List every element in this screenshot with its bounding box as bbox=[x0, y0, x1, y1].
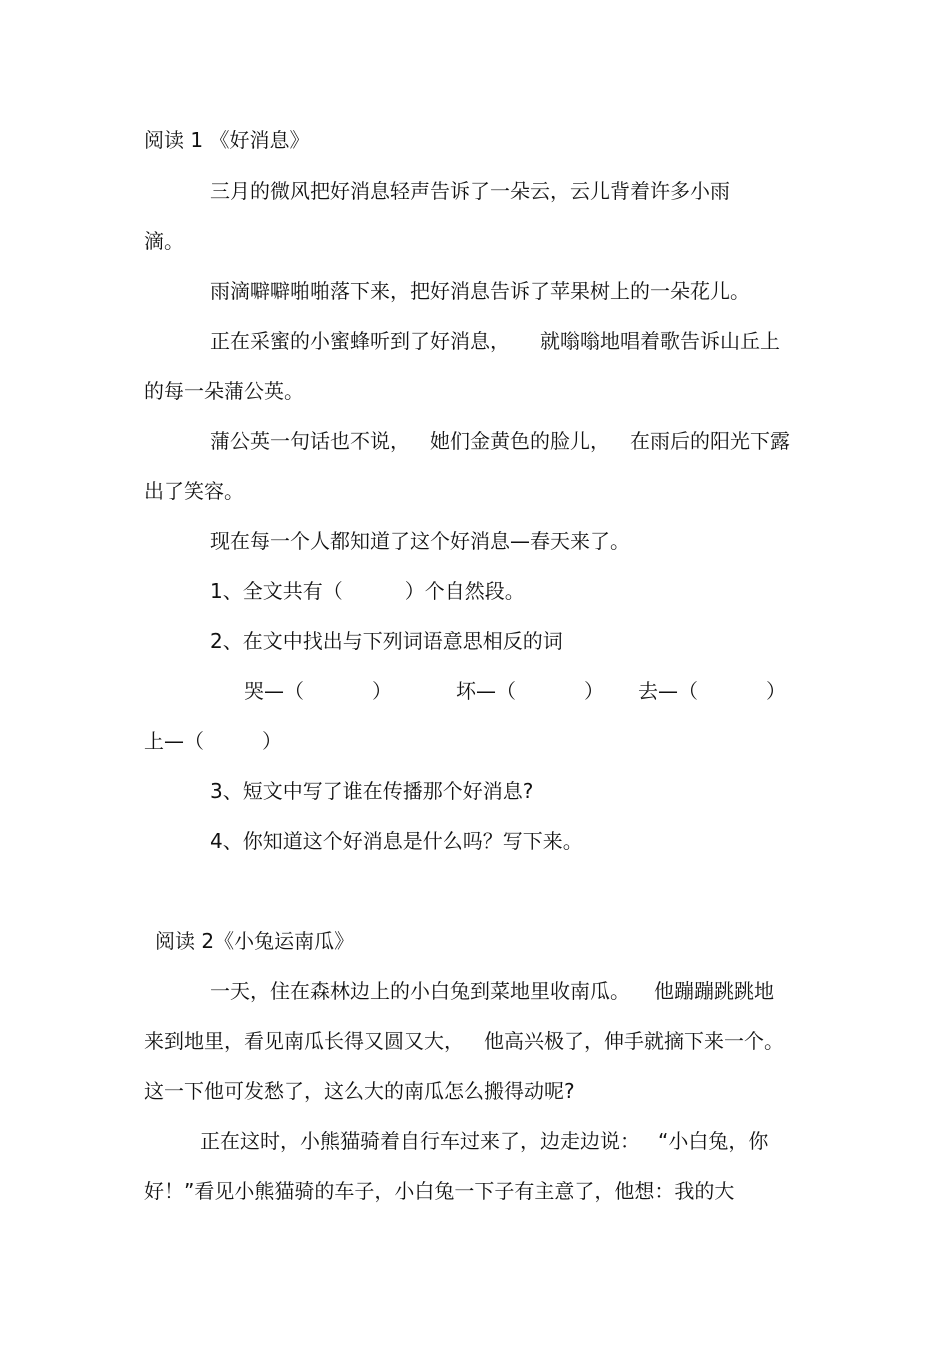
text-segment: 一天，住在森林边上的小白兔到菜地里收南瓜。 bbox=[210, 979, 630, 1003]
reading1-paragraph-3-line-2: 的每一朵蒲公英。 bbox=[144, 379, 304, 403]
reading1-paragraph-1-line-1: 三月的微风把好消息轻声告诉了一朵云，云儿背着许多小雨 bbox=[210, 179, 730, 203]
question-2: 2、在文中找出与下列词语意思相反的词 bbox=[210, 629, 563, 653]
text-segment: 他蹦蹦跳跳地 bbox=[654, 979, 774, 1003]
reading1-paragraph-5: 现在每一个人都知道了这个好消息—春天来了。 bbox=[210, 529, 630, 553]
reading1-paragraph-3-line-1 bbox=[210, 328, 780, 354]
reading2-paragraph-2-line-2: 好！”看见小熊猫骑的车子，小白兔一下子有主意了，他想：我的大 bbox=[144, 1179, 735, 1203]
text-segment: 她们金黄色的脸儿， bbox=[430, 429, 610, 453]
item-qu-close: ） bbox=[766, 679, 786, 703]
question-4: 4、你知道这个好消息是什么吗？写下来。 bbox=[210, 829, 583, 853]
text-segment: “小白兔，你 bbox=[658, 1129, 769, 1153]
reading2-title: 阅读 2《小兔运南瓜》 bbox=[155, 929, 355, 953]
text-segment: 他高兴极了，伸手就摘下来一个。 bbox=[484, 1029, 784, 1053]
reading2-paragraph-1-line-3: 这一下他可发愁了，这么大的南瓜怎么搬得动呢? bbox=[144, 1079, 575, 1103]
text-segment: 正在这时，小熊猫骑着自行车过来了，边走边说： bbox=[200, 1129, 640, 1153]
question-3: 3、短文中写了谁在传播那个好消息? bbox=[210, 779, 534, 803]
question-2-items-row-2 bbox=[144, 728, 282, 754]
item-ku-close: ） bbox=[372, 679, 392, 703]
reading2-paragraph-1-line-2 bbox=[144, 1028, 784, 1054]
reading2-paragraph-1-line-1 bbox=[210, 978, 774, 1004]
reading2-paragraph-2-line-1 bbox=[200, 1128, 768, 1154]
reading1-paragraph-4-line-1 bbox=[210, 428, 790, 454]
item-shang: 上—（ bbox=[144, 729, 204, 753]
question-1 bbox=[210, 578, 525, 604]
item-ku: 哭—（ bbox=[244, 679, 304, 703]
question-text: ）个自然段。 bbox=[404, 579, 525, 603]
text-segment: 蒲公英一句话也不说， bbox=[210, 429, 410, 453]
reading1-title: 阅读 1 《好消息》 bbox=[144, 128, 310, 152]
reading1-paragraph-4-line-2: 出了笑容。 bbox=[144, 479, 244, 503]
question-2-items-row bbox=[244, 678, 786, 704]
text-segment: 在雨后的阳光下露 bbox=[630, 429, 790, 453]
text-segment: 正在采蜜的小蜜蜂听到了好消息， bbox=[210, 329, 510, 353]
item-qu: 去—（ bbox=[638, 679, 698, 703]
text-segment: 就嗡嗡地唱着歌告诉山丘上 bbox=[540, 329, 780, 353]
question-text: 1、全文共有（ bbox=[210, 579, 343, 603]
item-huai: 坏—（ bbox=[456, 679, 516, 703]
item-shang-close: ） bbox=[262, 729, 282, 753]
reading1-paragraph-1-line-2: 滴。 bbox=[144, 229, 184, 253]
reading1-paragraph-2: 雨滴噼噼啪啪落下来，把好消息告诉了苹果树上的一朵花儿。 bbox=[210, 279, 750, 303]
item-huai-close: ） bbox=[584, 679, 604, 703]
text-segment: 来到地里，看见南瓜长得又圆又大， bbox=[144, 1029, 464, 1053]
